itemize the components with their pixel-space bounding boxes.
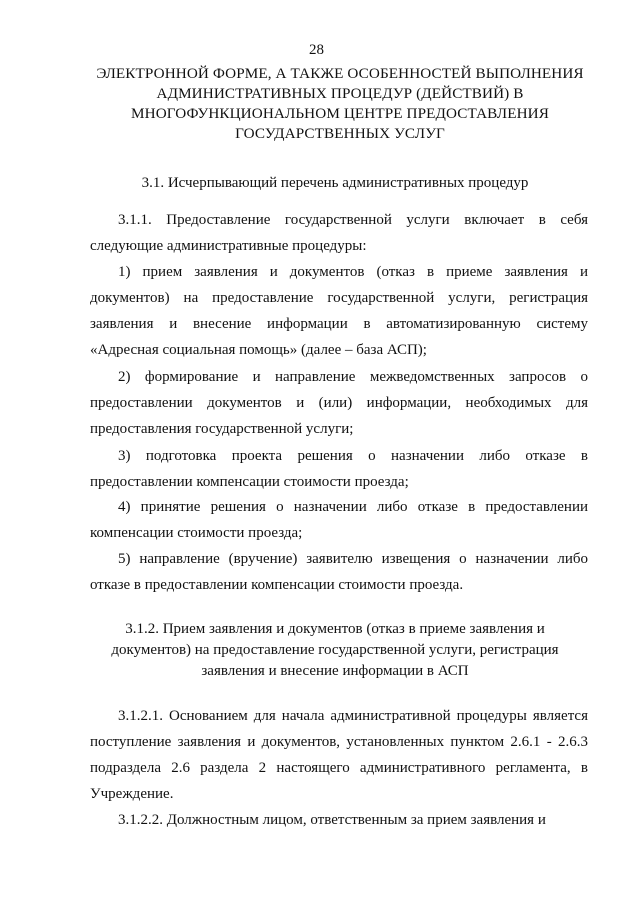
list-item-1: 1) прием заявления и документов (отказ в приеме заявления и документов) на предоставление государственной услуги, регистрация заявления и внесение информации в автоматизированную систему «Адресная социальная помощь» (далее – база АСП); xyxy=(90,264,588,358)
page-number: 28 xyxy=(309,42,324,58)
subsection-title-3-1-2 xyxy=(70,619,600,682)
list-item-5: 5) направление (вручение) заявителю извещения о назначении либо отказе в предоставлении компенсации стоимости проезда. xyxy=(90,551,588,593)
list-item-4: 4) принятие решения о назначении либо отказе в предоставлении компенсации стоимости проезда; xyxy=(90,499,588,541)
paragraph-3-1-2-2: 3.1.2.2. Должностным лицом, ответственным за прием заявления и xyxy=(118,812,546,828)
paragraph-3-1-2-1: 3.1.2.1. Основанием для начала административной процедуры является поступление заявления и документов, установленных пунктом 2.6.1 - 2.6.3 подраздела 2.6 раздела 2 настоящего административного регламента, в Учреждение. xyxy=(90,708,588,802)
heading-line: МНОГОФУНКЦИОНАЛЬНОМ ЦЕНТРЕ ПРЕДОСТАВЛЕНИЯ xyxy=(131,105,549,122)
paragraph-3-1-1: 3.1.1. Предоставление государственной услуги включает в себя следующие административные процедуры: xyxy=(90,212,588,254)
heading-line: ЭЛЕКТРОННОЙ ФОРМЕ, А ТАКЖЕ ОСОБЕННОСТЕЙ ВЫПОЛНЕНИЯ xyxy=(96,65,584,82)
subsection-line: документов) на предоставление государственной услуги, регистрация xyxy=(111,642,559,658)
heading-line: АДМИНИСТРАТИВНЫХ ПРОЦЕДУР (ДЕЙСТВИЙ) В xyxy=(156,85,524,102)
subsection-title-3-1: 3.1. Исчерпывающий перечень административных процедур xyxy=(141,175,529,191)
heading-line: ГОСУДАРСТВЕННЫХ УСЛУГ xyxy=(235,125,445,142)
section-heading xyxy=(90,64,590,144)
subsection-line: заявления и внесение информации в АСП xyxy=(201,663,469,679)
list-item-2: 2) формирование и направление межведомственных запросов о предоставлении документов и (или) информации, необходимых для предоставления государственной услуги; xyxy=(90,369,588,437)
list-item-3: 3) подготовка проекта решения о назначении либо отказе в предоставлении компенсации стоимости проезда; xyxy=(90,448,588,490)
subsection-line: 3.1.2. Прием заявления и документов (отказ в приеме заявления и xyxy=(125,621,545,637)
